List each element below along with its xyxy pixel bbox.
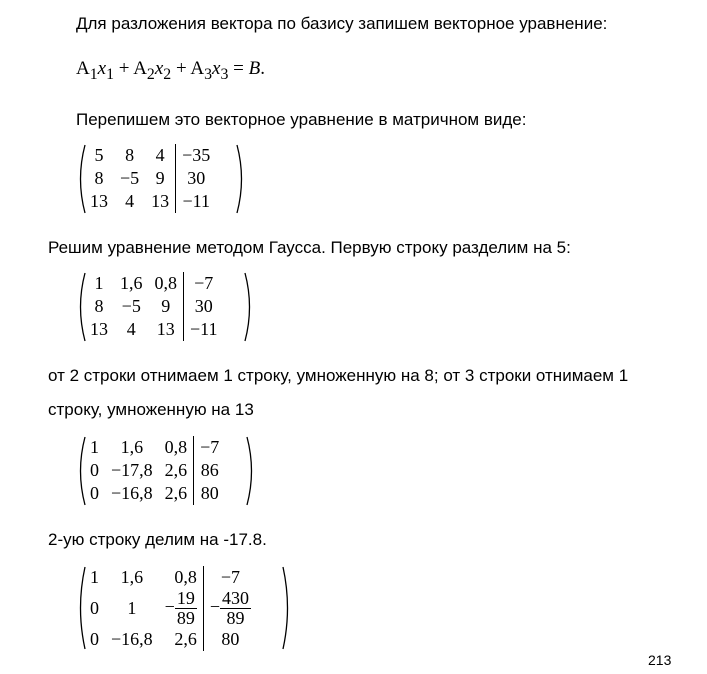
subtract-text-line-1: от 2 строки отнимаем 1 строку, умноженную на 8; от 3 строки отнимаем 1: [48, 366, 629, 385]
right-paren: [282, 566, 292, 650]
subtract-text-line-2: строку, умноженную на 13: [48, 400, 254, 419]
augmented-matrix-2: 1 1,6 0,8 −7 8 −5 9 30 13 4 13 −11: [76, 272, 254, 342]
rewrite-text: Перепишем это векторное уравнение в матричном виде:: [76, 110, 527, 129]
augmented-matrix-3: 1 1,6 0,8 −7 0 −17,8 2,6 86 0 −16,8 2,6 80: [76, 436, 256, 506]
intro-text: Для разложения вектора по базису запишем векторное уравнение:: [76, 14, 608, 33]
right-paren: [244, 272, 254, 342]
augmented-matrix-4: 1 1,6 0,8 −7 0 1 − $\frac{19}{89}$ − $\frac{430}{89}$ 0 −16,8 2,6 80: [76, 566, 292, 650]
divide-text: 2-ую строку делим на -17.8.: [48, 530, 267, 549]
gauss-text: Решим уравнение методом Гаусса. Первую строку разделим на 5:: [48, 238, 571, 257]
augmented-matrix-1: 5 8 4 −35 8 −5 9 30 13 4 13 −11: [76, 144, 246, 214]
vector-equation: $A_1x_1 + A_2x_2 + A_3x_3 = B$.: [76, 58, 265, 83]
page-number: 213: [648, 652, 672, 668]
right-paren: [236, 144, 246, 214]
right-paren: [246, 436, 256, 506]
